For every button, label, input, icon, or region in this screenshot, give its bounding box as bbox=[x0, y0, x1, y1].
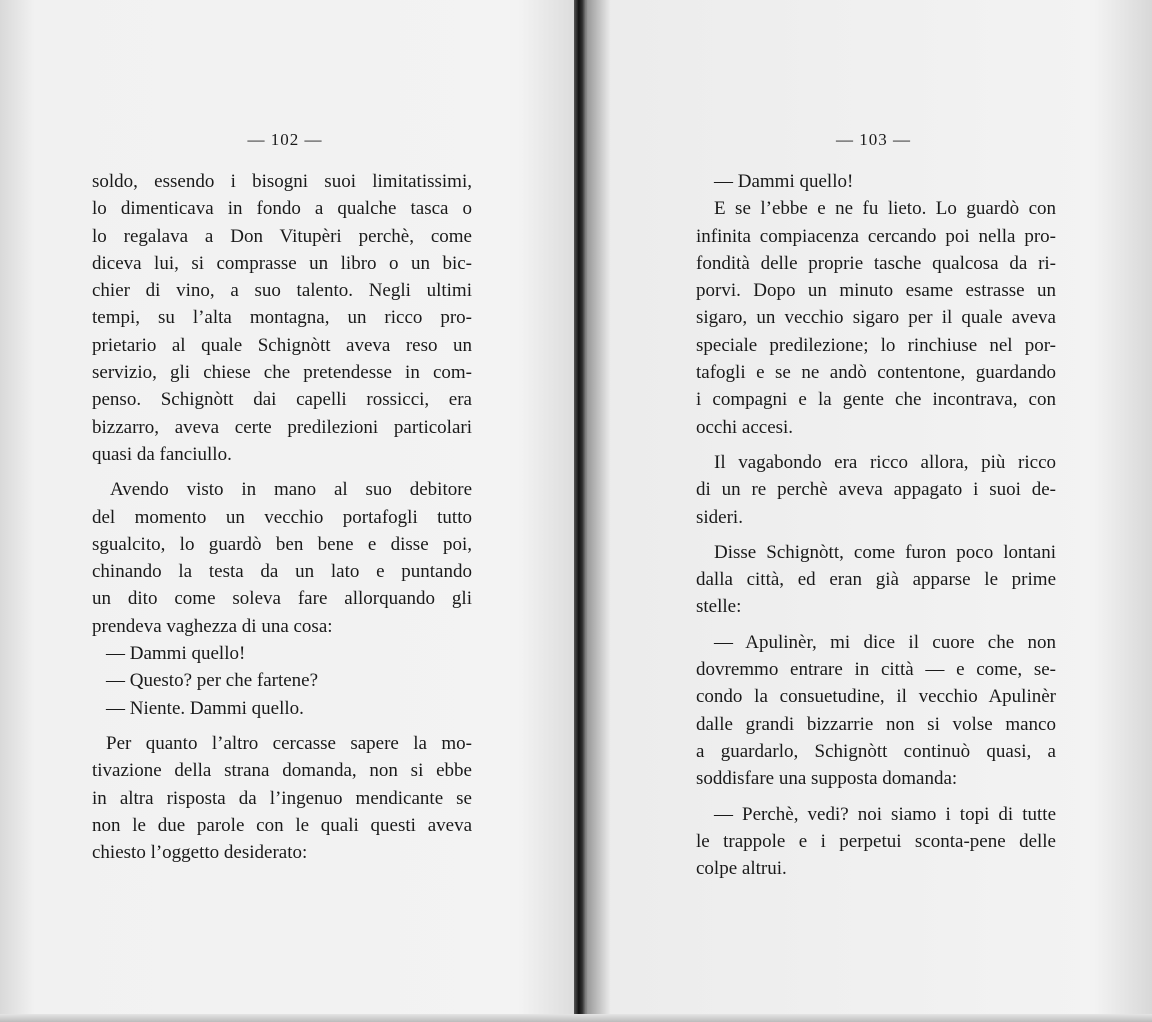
text-line: porvi. Dopo un minuto esame estrasse un bbox=[696, 280, 1056, 302]
text-line: prietario al quale Schignòtt aveva reso un bbox=[92, 334, 472, 356]
text-line: le trappole e i perpetui sconta-pene delle bbox=[696, 830, 1056, 852]
text-line: chinando la testa da un lato e puntando bbox=[92, 561, 472, 583]
text-line: tafogli e se ne andò contentone, guardando bbox=[696, 362, 1056, 384]
page-bottom-edge bbox=[0, 1014, 1152, 1022]
text-line: stelle: bbox=[696, 596, 742, 618]
text-line: i compagni e la gente che incontrava, con bbox=[696, 389, 1056, 411]
text-line: servizio, gli chiese che pretendesse in com- bbox=[92, 362, 472, 384]
text-line: occhi accesi. bbox=[696, 416, 794, 438]
text-line: E se l’ebbe e ne fu lieto. Lo guardò con bbox=[714, 198, 1056, 220]
text-line: — Apulinèr, mi dice il cuore che non bbox=[714, 631, 1056, 653]
text-line: tempi, su l’alta montagna, un ricco pro- bbox=[92, 307, 472, 329]
text-line: dalla città, ed eran già apparse le prime bbox=[696, 569, 1056, 591]
text-line: penso. Schignòtt dai capelli rossicci, era bbox=[92, 389, 472, 411]
right-page bbox=[584, 0, 1152, 1022]
text-line: — Questo? per che fartene? bbox=[106, 670, 319, 692]
text-line: fondità delle proprie tasche qualcosa da ri- bbox=[696, 252, 1056, 274]
text-line: a guardarlo, Schignòtt continuò quasi, a bbox=[696, 740, 1056, 762]
text-line: un dito come soleva fare allorquando gli bbox=[92, 588, 472, 610]
text-line: Per quanto l’altro cercasse sapere la mo- bbox=[106, 732, 472, 754]
text-line: quasi da fanciullo. bbox=[92, 443, 232, 465]
right-page-text bbox=[696, 168, 1056, 882]
text-line: chier di vino, a suo talento. Negli ultimi bbox=[92, 280, 472, 302]
text-line: — Perchè, vedi? noi siamo i topi di tutte bbox=[714, 803, 1056, 825]
text-line: lo regalava a Don Vitupèri perchè, come bbox=[92, 225, 472, 247]
left-page-text bbox=[92, 168, 472, 866]
text-line: — Niente. Dammi quello. bbox=[106, 697, 304, 719]
text-line: dovremmo entrare in città — e come, se- bbox=[696, 659, 1056, 681]
page-number-left: — 102 — bbox=[247, 130, 323, 149]
text-line: sideri. bbox=[696, 506, 743, 528]
text-line: prendeva vaghezza di una cosa: bbox=[92, 615, 333, 637]
text-line: bizzarro, aveva certe predilezioni particolari bbox=[92, 416, 472, 438]
text-line: Disse Schignòtt, come furon poco lontani bbox=[714, 541, 1056, 563]
text-line: — Dammi quello! bbox=[106, 643, 246, 665]
text-line: sigaro, un vecchio sigaro per il quale aveva bbox=[696, 307, 1056, 329]
text-line: diceva lui, si comprasse un libro o un bic- bbox=[92, 252, 472, 274]
text-line: Avendo visto in mano al suo debitore bbox=[110, 479, 472, 501]
page-number-right: — 103 — bbox=[836, 130, 911, 149]
text-line: in altra risposta da l’ingenuo mendicante se bbox=[92, 787, 472, 809]
text-line: — Dammi quello! bbox=[714, 171, 854, 192]
text-line: condo la consuetudine, il vecchio Apulinèr bbox=[696, 686, 1056, 708]
text-line: sgualcito, lo guardò ben bene e disse poi, bbox=[92, 533, 472, 555]
text-line: speciale predilezione; lo rinchiuse nel por- bbox=[696, 334, 1056, 356]
text-line: infinita compiacenza cercando poi nella pro- bbox=[696, 225, 1056, 247]
text-line: tivazione della strana domanda, non si ebbe bbox=[92, 760, 472, 782]
text-line: di un re perchè aveva appagato i suoi de- bbox=[696, 479, 1056, 501]
text-line: chiesto l’oggetto desiderato: bbox=[92, 842, 308, 864]
text-line: colpe altrui. bbox=[696, 858, 787, 880]
text-line: lo dimenticava in fondo a qualche tasca o bbox=[92, 198, 472, 220]
text-line: non le due parole con le quali questi aveva bbox=[92, 814, 472, 836]
text-line: soldo, essendo i bisogni suoi limitatissimi, bbox=[92, 171, 472, 192]
text-line: dalle grandi bizzarrie non si volse manco bbox=[696, 713, 1056, 735]
text-line: Il vagabondo era ricco allora, più ricco bbox=[714, 451, 1056, 473]
text-line: soddisfare una supposta domanda: bbox=[696, 768, 958, 790]
text-line: del momento un vecchio portafogli tutto bbox=[92, 506, 472, 528]
